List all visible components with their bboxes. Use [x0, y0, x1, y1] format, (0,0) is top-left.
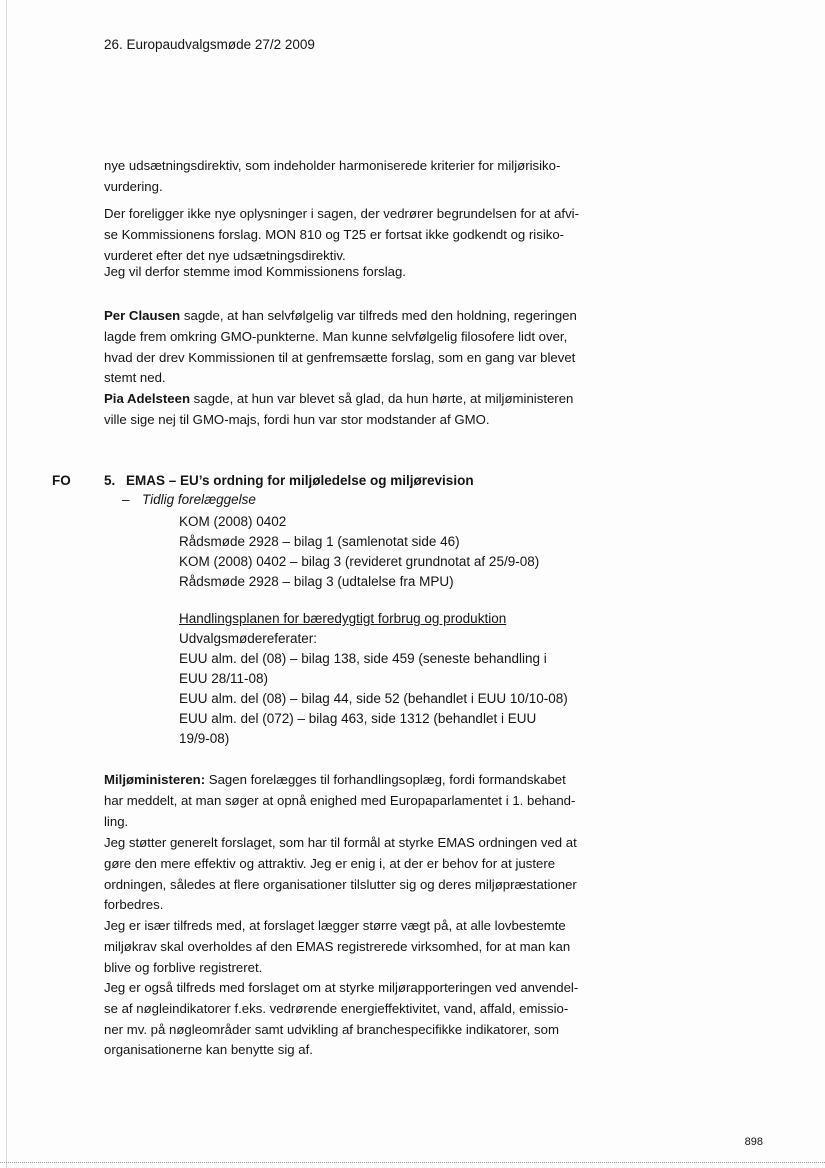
plan-title: Handlingsplanen for bæredygtigt forbrug og produktion: [179, 611, 507, 626]
minutes-item: EUU alm. del (08) – bilag 44, side 52 (behandlet i EUU 10/10-08): [179, 691, 568, 706]
speech-text: sagde, at hun var blevet så glad, da hun hørte, at miljøministeren: [190, 391, 574, 406]
paragraph-per-clausen: [104, 306, 590, 389]
scan-edge-left: [6, 0, 7, 1168]
minutes-item: EUU 28/11-08): [179, 671, 269, 686]
reference-item: Rådsmøde 2928 – bilag 3 (udtalelse fra MPU): [179, 574, 454, 589]
paragraph-minister-3: [104, 916, 590, 978]
text-line: blive og forblive registreret.: [104, 959, 263, 975]
text-line: lagde frem omkring GMO-punkterne. Man kunne selvfølgelig filosofere lidt over,: [104, 328, 568, 344]
speaker-name: Pia Adelsteen: [104, 391, 190, 406]
speaker-name: Per Clausen: [104, 308, 181, 323]
speaker-name: Miljøministeren:: [104, 772, 206, 787]
text-line: nye udsætningsdirektiv, som indeholder harmoniserede kriterier for miljørisiko-: [104, 158, 561, 173]
text-line: hvad der drev Kommissionen til at genfremsætte forslag, som en gang var blevet: [104, 349, 576, 365]
subtitle-dash: –: [122, 492, 130, 507]
scan-edge-bottom: [0, 1162, 825, 1164]
text-line: se af nøgleindikatorer f.eks. vedrørende energieffektivitet, vand, affald, emissio-: [104, 1000, 569, 1016]
paragraph-minister-1: [104, 770, 590, 832]
text-line: se Kommissionens forslag. MON 810 og T25 er fortsat ikke godkendt og risiko-: [104, 226, 565, 242]
margin-label: FO: [52, 473, 71, 488]
text-line: har meddelt, at man søger at opnå enighed med Europaparlamentet i 1. behand-: [104, 792, 576, 808]
agenda-item-title: [104, 473, 474, 488]
text-line: forbedres.: [104, 897, 164, 913]
agenda-subtitle: [122, 492, 256, 507]
minutes-item: EUU alm. del (072) – bilag 463, side 1312 (behandlet i EUU: [179, 711, 537, 726]
text-line: [104, 389, 590, 410]
subtitle-text: Tidlig forelæggelse: [142, 492, 256, 507]
page-number: 898: [744, 1136, 763, 1148]
minutes-label: Udvalgsmødereferater:: [179, 631, 318, 646]
text-line: miljøkrav skal overholdes af den EMAS registrerede virksomhed, for at man kan: [104, 938, 571, 954]
paragraph-pia-adelsteen: [104, 389, 590, 431]
paragraph-intro-3: Jeg vil derfor stemme imod Kommissionens forslag.: [104, 264, 406, 279]
text-line: ling.: [104, 813, 129, 829]
paragraph-intro-2: [104, 204, 590, 266]
reference-item: KOM (2008) 0402 – bilag 3 (revideret grundnotat af 25/9-08): [179, 554, 540, 569]
speech-text: Sagen forelægges til forhandlingsoplæg, fordi formandskabet: [205, 772, 566, 787]
text-line: ner mv. på nøgleområder samt udvikling af branchespecifikke indikatorer, som: [104, 1021, 559, 1037]
page-header: 26. Europaudvalgsmøde 27/2 2009: [104, 37, 315, 52]
minutes-item: EUU alm. del (08) – bilag 138, side 459 (seneste behandling i: [179, 651, 547, 666]
text-line: ville sige nej til GMO-majs, fordi hun var stor modstander af GMO.: [104, 411, 490, 427]
agenda-item-heading: EMAS – EU’s ordning for miljøledelse og miljørevision: [126, 473, 474, 488]
text-line: Jeg er også tilfreds med forslaget om at styrke miljørapporteringen ved anvendel-: [104, 980, 579, 995]
text-line: Der foreligger ikke nye oplysninger i sagen, der vedrører begrundelsen for at afvi-: [104, 206, 579, 221]
text-line: Jeg støtter generelt forslaget, som har til formål at styrke EMAS ordningen ved at: [104, 835, 577, 850]
text-line: gøre den mere effektiv og attraktiv. Jeg er enig i, at der er behov for at justere: [104, 855, 556, 871]
text-line: [104, 306, 590, 327]
text-line: vurderet efter det nye udsætningsdirektiv.: [104, 247, 346, 263]
speech-text: sagde, at han selvfølgelig var tilfreds med den holdning, regeringen: [180, 308, 577, 323]
paragraph-minister-4: [104, 978, 590, 1061]
text-line: stemt ned.: [104, 370, 166, 386]
paragraph-minister-2: [104, 833, 590, 916]
minutes-item: 19/9-08): [179, 731, 230, 746]
paragraph-intro-1: [104, 156, 590, 198]
plan-block: [179, 609, 599, 749]
text-line: vurdering.: [104, 178, 163, 194]
text-line: [104, 770, 590, 791]
text-line: ordningen, således at flere organisationer tilslutter sig og deres miljøpræstationer: [104, 876, 577, 892]
text-line: Jeg er især tilfreds med, at forslaget lægger større vægt på, at alle lovbestemte: [104, 918, 566, 933]
reference-list: [179, 512, 599, 592]
reference-item: Rådsmøde 2928 – bilag 1 (samlenotat side 46): [179, 534, 460, 549]
agenda-item-number: 5.: [104, 473, 116, 488]
text-line: organisationerne kan benytte sig af.: [104, 1042, 313, 1058]
reference-item: KOM (2008) 0402: [179, 514, 287, 529]
